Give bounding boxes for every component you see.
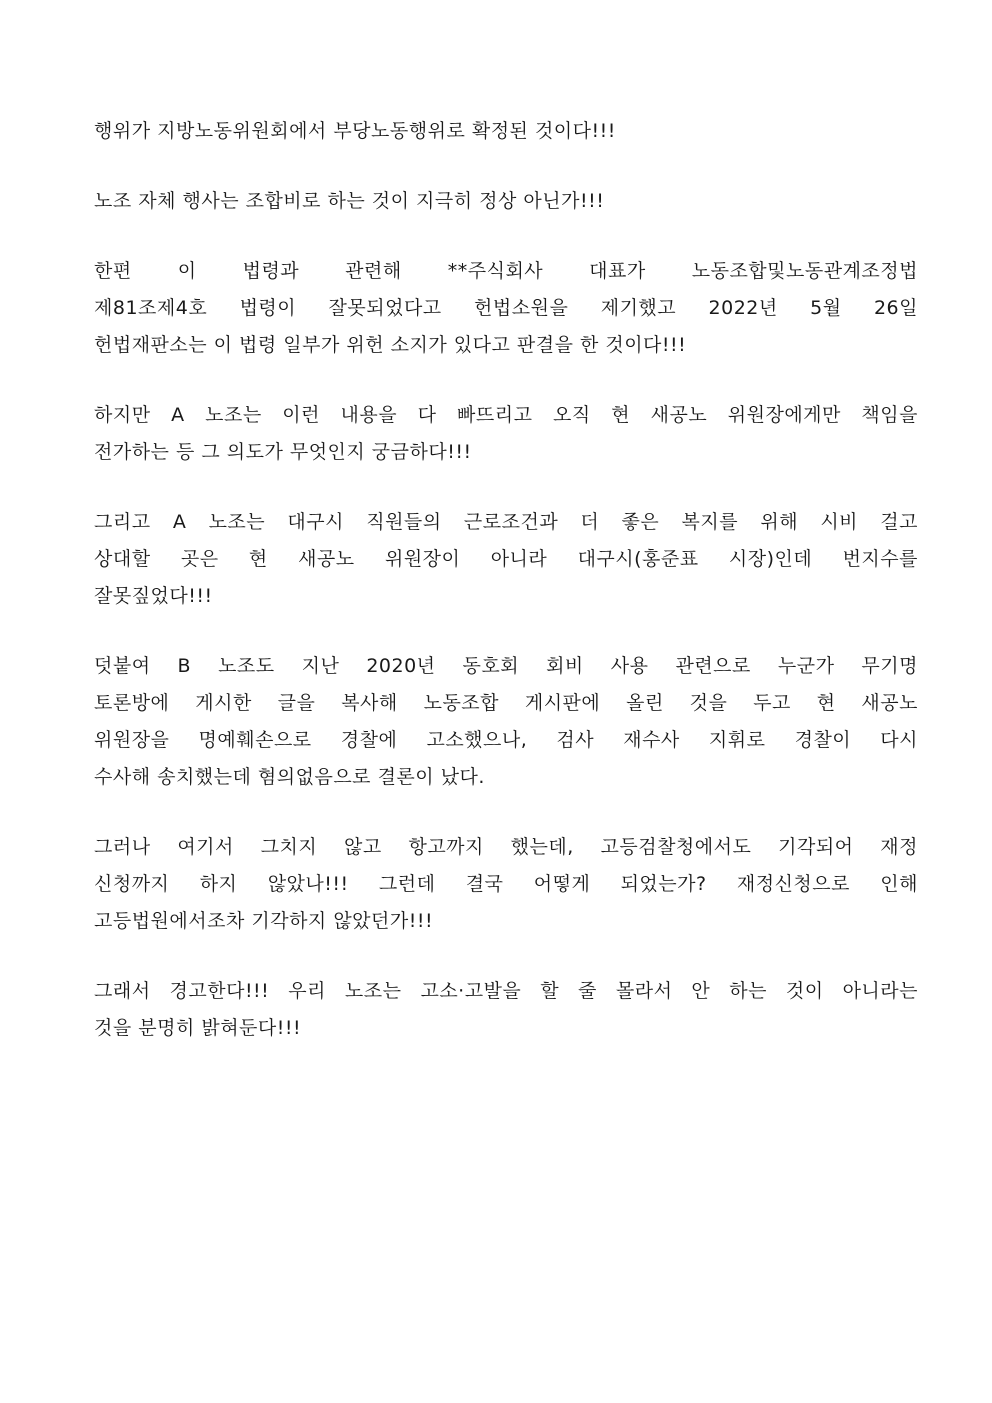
paragraph-8 <box>94 973 918 1047</box>
text-line: 하지만 A 노조는 이런 내용을 다 빠뜨리고 오직 현 새공노 위원장에게만 책임을 <box>94 404 918 426</box>
paragraph-5 <box>94 504 918 615</box>
paragraph-6 <box>94 648 918 796</box>
text-line: 상대할 곳은 현 새공노 위원장이 아니라 대구시(홍준표 시장)인데 번지수를 <box>94 548 918 570</box>
text-line: 전가하는 등 그 의도가 무엇인지 궁금하다!!! <box>94 441 472 463</box>
text-line: 그래서 경고한다!!! 우리 노조는 고소·고발을 할 줄 몰라서 안 하는 것이 아니라는 <box>94 980 918 1002</box>
text-line: 덧붙여 B 노조도 지난 2020년 동호회 회비 사용 관련으로 누군가 무기명 <box>94 655 918 677</box>
text-line: 것을 분명히 밝혀둔다!!! <box>94 1017 302 1039</box>
paragraph-7 <box>94 829 918 940</box>
paragraph-2 <box>94 183 918 220</box>
text-line: 토론방에 게시한 글을 복사해 노동조합 게시판에 올린 것을 두고 현 새공노 <box>94 692 918 714</box>
text-line: 위원장을 명예훼손으로 경찰에 고소했으나, 검사 재수사 지휘로 경찰이 다시 <box>94 729 918 751</box>
text-line: 제81조제4호 법령이 잘못되었다고 헌법소원을 제기했고 2022년 5월 26일 <box>94 297 918 319</box>
paragraph-4 <box>94 397 918 471</box>
text-line: 행위가 지방노동위원회에서 부당노동행위로 확정된 것이다!!! <box>94 120 616 142</box>
paragraph-1 <box>94 113 918 150</box>
paragraph-3 <box>94 253 918 364</box>
text-line: 헌법재판소는 이 법령 일부가 위헌 소지가 있다고 판결을 한 것이다!!! <box>94 334 687 356</box>
text-line: 그리고 A 노조는 대구시 직원들의 근로조건과 더 좋은 복지를 위해 시비 걸고 <box>94 511 918 533</box>
text-line: 수사해 송치했는데 혐의없음으로 결론이 났다. <box>94 766 485 788</box>
text-line: 잘못짚었다!!! <box>94 585 213 607</box>
document-body <box>94 113 918 1080</box>
text-line: 신청까지 하지 않았나!!! 그런데 결국 어떻게 되었는가? 재정신청으로 인해 <box>94 873 918 895</box>
text-line: 노조 자체 행사는 조합비로 하는 것이 지극히 정상 아닌가!!! <box>94 190 605 212</box>
text-line: 그러나 여기서 그치지 않고 항고까지 했는데, 고등검찰청에서도 기각되어 재정 <box>94 836 918 858</box>
text-line: 고등법원에서조차 기각하지 않았던가!!! <box>94 910 434 932</box>
text-line: 한편 이 법령과 관련해 **주식회사 대표가 노동조합및노동관계조정법 <box>94 260 918 282</box>
